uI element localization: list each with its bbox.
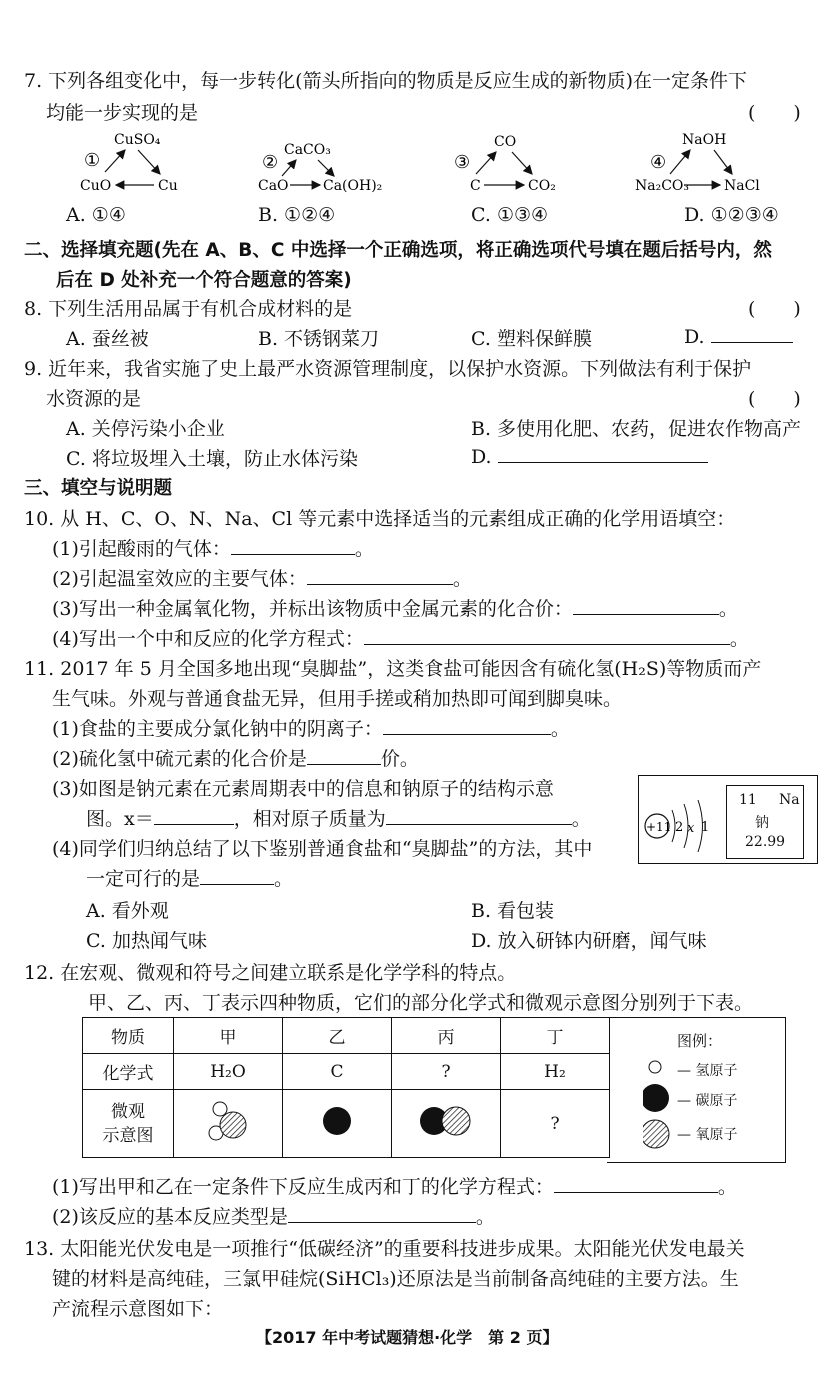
water-molecule-icon [198,1095,258,1147]
formula-yi: C [283,1054,392,1090]
q7-d2-num: ② [262,152,279,173]
q7-d2-right: Ca(OH)₂ [323,178,383,194]
q11-sub-3-x-label: 图。x＝ [86,808,154,830]
element-mass: 22.99 [745,834,786,850]
q10-item-3-text: (3)写出一种金属氧化物，并标出该物质中金属元素的化合价： [52,598,573,620]
q9-option-d-label: D. [471,446,492,468]
q12-blank-2[interactable] [288,1204,476,1223]
q12-sub-2 [52,1202,495,1229]
q11-sub-3-end: 。 [571,808,591,830]
carbon-atom-icon [317,1101,357,1141]
q12-line1: 12. 在宏观、微观和符号之间建立联系是化学学科的特点。 [24,962,517,984]
q11-blank-1[interactable] [383,716,551,735]
q9-option-d [471,444,708,468]
q11-sub-3b [86,804,591,831]
q9-answer-blank[interactable] [498,444,708,463]
micro-label-line2: 示意图 [102,1125,154,1146]
q10-stem: 10. 从 H、C、O、N、Na、Cl 等元素中选择适当的元素组成正确的化学用语填空： [24,508,736,530]
q12-sub-1 [52,1172,737,1199]
element-symbol: Na [779,792,800,808]
q11-sub-4b [86,864,293,891]
q7-diagram-3 [454,134,556,194]
table-header-bing: 丙 [392,1018,501,1054]
q10-item-4-text: (4)写出一个中和反应的化学方程式： [52,628,364,650]
q11-sub-1-end: 。 [550,718,570,740]
micro-label-line1: 微观 [111,1101,145,1122]
table-header-substance: 物质 [83,1018,174,1054]
q10-blank-1[interactable] [231,536,355,555]
q9-line1: 9. 近年来，我省实施了史上最严水资源管理制度，以保护水资源。下列做法有利于保护 [24,358,752,380]
q10-item-4-end: 。 [729,628,749,650]
q12-legend [607,1017,786,1163]
q8-answer-blank[interactable] [711,324,793,343]
q10-blank-3[interactable] [573,596,719,615]
section3-heading: 三、填空与说明题 [24,478,173,499]
q11-blank-mass[interactable] [386,806,572,825]
q10-item-1-text: (1)引起酸雨的气体： [52,538,231,560]
legend-hydrogen: — 氢原子 [677,1063,738,1079]
micro-ding: ? [501,1090,610,1158]
q7-d3-right: CO₂ [528,178,556,194]
micro-bing [392,1090,501,1158]
micro-jia [174,1090,283,1158]
table-formula-label: 化学式 [83,1054,174,1090]
hydrogen-atom-icon [649,1061,661,1073]
q9-option-a: A. 关停污染小企业 [66,418,225,440]
q11-option-d: D. 放入研钵内研磨，闻气味 [471,930,707,952]
q7-d1-right: Cu [158,178,178,194]
q7-diagram-2 [258,142,382,194]
legend-oxygen: — 氧原子 [677,1127,738,1143]
formula-ding: H₂ [501,1054,610,1090]
q7-option-b: B. ①②④ [258,204,336,226]
page-footer: 【2017 年中考试题猜想·化学 第 2 页】 [256,1328,559,1347]
section2-heading-1: 二、选择填充题(先在 A、B、C 中选择一个正确选项，将正确选项代号填在题后括号内，然 [24,240,772,261]
co-molecule-icon [414,1101,478,1141]
q7-d3-top: CO [494,134,517,150]
q10-item-2-end: 。 [452,568,472,590]
q9-paren: ( ) [748,388,801,410]
q7-option-a: A. ①④ [66,204,126,226]
atom-shell-2: x [687,821,695,836]
q10-blank-2[interactable] [307,566,453,585]
q8-option-c: C. 塑料保鲜膜 [471,328,592,350]
q7-d4-num: ④ [650,152,667,173]
micro-yi [283,1090,392,1158]
q11-option-b: B. 看包装 [471,900,555,922]
q7-d3-left: C [470,178,481,194]
legend-carbon: — 碳原子 [677,1093,738,1109]
q10-item-2-text: (2)引起温室效应的主要气体： [52,568,307,590]
oxygen-atom-icon [643,1120,669,1148]
q11-sub-2 [52,744,419,771]
q10-item-3-end: 。 [718,598,738,620]
q10-item-3 [52,594,738,621]
q11-option-a: A. 看外观 [86,900,169,922]
q12-sub-2-text: (2)该反应的基本反应类型是 [52,1206,288,1228]
q7-line1: 7. 下列各组变化中，每一步转化(箭头所指向的物质是反应生成的新物质)在一定条件下 [24,70,747,92]
q11-option-c: C. 加热闻气味 [86,930,207,952]
q11-sub-4-text: 一定可行的是 [86,868,201,890]
q8-option-d-label: D. [684,326,705,348]
q8-option-d [684,324,793,348]
atom-shell-1: 2 [675,820,684,835]
q10-blank-4[interactable] [364,626,730,645]
q7-d1-top: CuSO₄ [114,132,161,148]
q7-line2: 均能一步实现的是 [46,102,199,124]
formula-bing: ? [392,1054,501,1090]
q11-sub-1-text: (1)食盐的主要成分氯化钠中的阴离子： [52,718,383,740]
legend-title: 图例： [677,1032,723,1050]
q10-item-2 [52,564,472,591]
q7-d1-num: ① [84,150,101,171]
q7-option-d: D. ①②③④ [684,204,779,226]
q8-paren: ( ) [748,298,801,320]
q7-d4-right: NaCl [724,178,760,194]
q13-line3: 产流程示意图如下： [52,1298,224,1320]
q11-sub-3a: (3)如图是钠元素在元素周期表中的信息和钠原子的结构示意 [52,778,554,800]
q11-sub-2-end: 价。 [380,748,419,770]
formula-jia: H₂O [174,1054,283,1090]
q7-d4-left: Na₂CO₃ [635,178,690,194]
q11-sub-4-end: 。 [274,868,294,890]
q7-d2-left: CaO [258,178,289,194]
q8-option-a: A. 蚕丝被 [66,328,149,350]
atom-nucleus-charge: +11 [646,820,672,834]
section2-heading-2: 后在 D 处补充一个符合题意的答案) [56,270,352,291]
q12-blank-1[interactable] [554,1174,718,1193]
element-number: 11 [739,792,757,808]
carbon-atom-legend-icon [643,1084,669,1112]
q7-d4-top: NaOH [682,132,727,148]
q9-option-c: C. 将垃圾埋入土壤，防止水体污染 [66,448,358,470]
q11-blank-4[interactable] [200,866,274,885]
q9-line2: 水资源的是 [46,388,142,410]
periodic-element-card [726,785,804,859]
table-header-yi: 乙 [283,1018,392,1054]
table-header-ding: 丁 [501,1018,610,1054]
q11-blank-2[interactable] [307,746,381,765]
q11-blank-x[interactable] [154,806,234,825]
q7-d2-top: CaCO₃ [284,142,331,158]
q11-sub-1 [52,714,570,741]
q11-sub-2-text: (2)硫化氢中硫元素的化合价是 [52,748,307,770]
q7-diagram-1 [80,132,178,194]
q10-item-1-end: 。 [354,538,374,560]
q13-line1: 13. 太阳能光伏发电是一项推行“低碳经济”的重要科技进步成果。太阳能光伏发电最关 [24,1238,745,1260]
q7-d3-num: ③ [454,152,471,173]
table-header-jia: 甲 [174,1018,283,1054]
q11-sub-4a: (4)同学们归纳总结了以下鉴别普通食盐和“臭脚盐”的方法，其中 [52,838,593,860]
q10-item-4 [52,624,749,651]
q7-d1-left: CuO [80,178,112,194]
q11-sub-3-mass-label: ，相对原子质量为 [233,808,386,830]
q12-sub-1-end: 。 [717,1176,737,1198]
q12-line2: 甲、乙、丙、丁表示四种物质，它们的部分化学式和微观示意图分别列于下表。 [88,992,754,1014]
sodium-atom-structure [640,790,724,860]
q7-diagrams [70,128,830,200]
q12-table [82,1017,610,1158]
element-name: 钠 [755,815,769,831]
atom-shell-3: 1 [701,820,710,835]
q12-sub-1-text: (1)写出甲和乙在一定条件下反应生成丙和丁的化学方程式： [52,1176,554,1198]
q7-paren: ( ) [748,102,801,124]
q12-sub-2-end: 。 [475,1206,495,1228]
table-micro-label [83,1090,174,1158]
q9-option-b: B. 多使用化肥、农药，促进农作物高产 [471,418,802,440]
q11-line1: 11. 2017 年 5 月全国多地出现“臭脚盐”，这类食盐可能因含有硫化氢(H₂S)等物质而产 [24,658,762,680]
q13-line2: 键的材料是高纯硅，三氯甲硅烷(SiHCl₃)还原法是当前制备高纯硅的主要方法。生 [52,1268,739,1290]
q8-option-b: B. 不锈钢菜刀 [258,328,380,350]
q7-diagram-4 [635,132,760,194]
q10-item-1 [52,534,374,561]
q11-line2: 生气味。外观与普通食盐无异，但用手搓或稍加热即可闻到脚臭味。 [52,688,623,710]
q7-option-c: C. ①③④ [471,204,549,226]
q8-stem: 8. 下列生活用品属于有机合成材料的是 [24,298,353,320]
